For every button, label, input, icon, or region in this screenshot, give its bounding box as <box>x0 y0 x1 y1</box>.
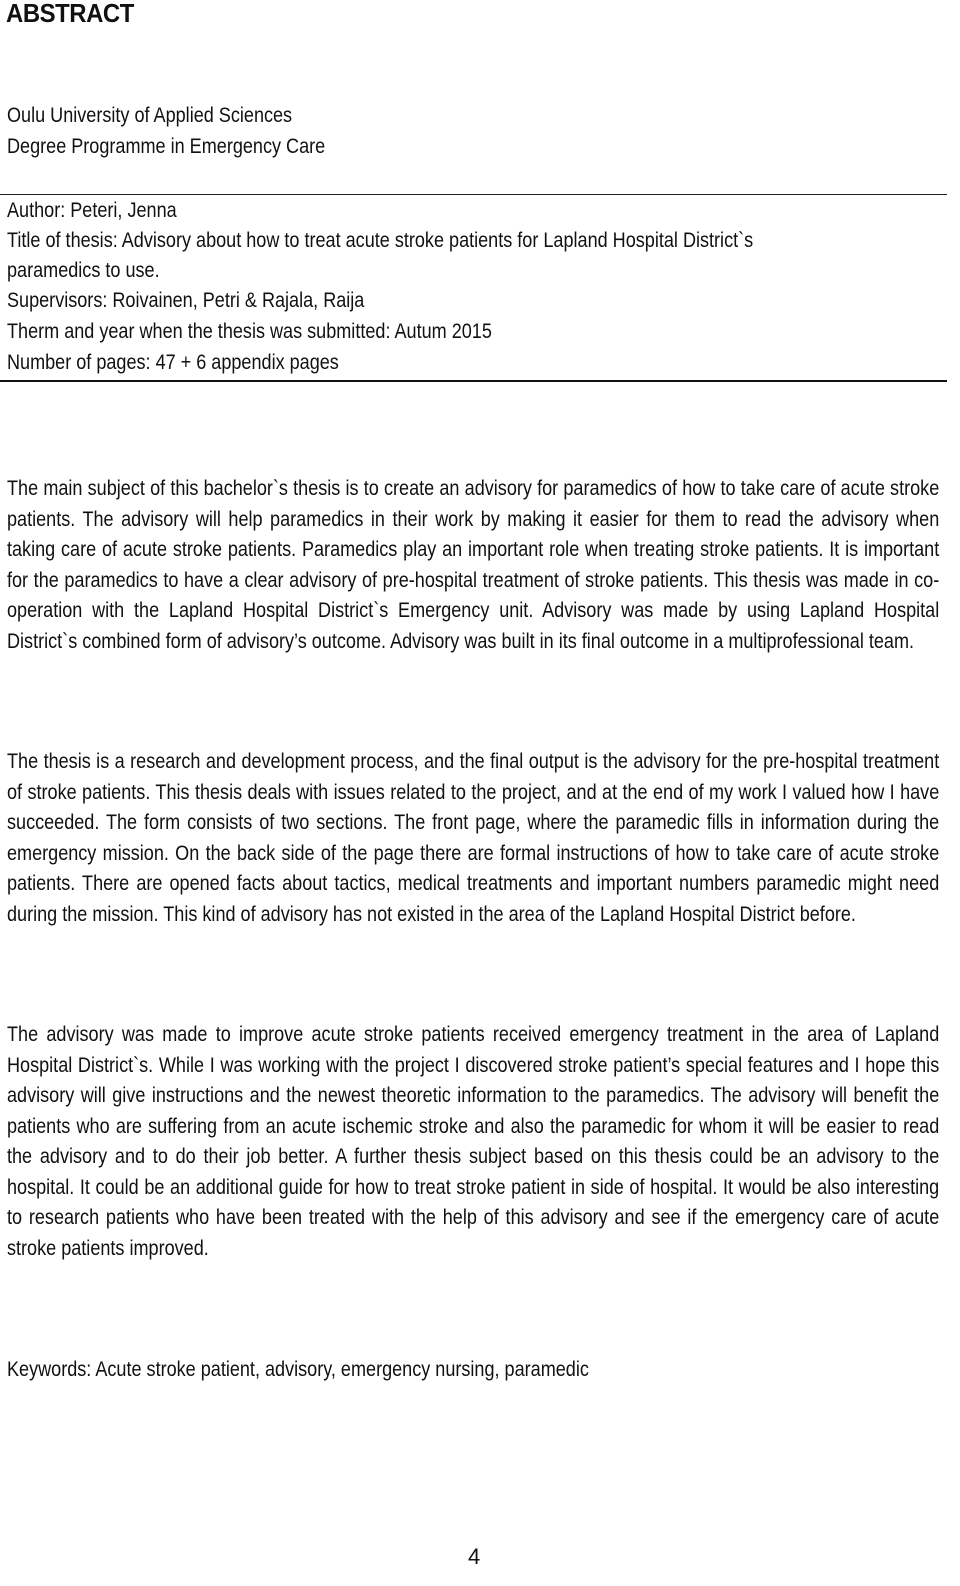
top-divider <box>0 194 947 195</box>
abstract-paragraph-2: The thesis is a research and development process, and the final output is the advisory for the pre-hospital treatment of stroke patients. This thesis deals with issues related to the project, and at the end of my work I valued how I have succeeded. The form consists of two sections. The front page, where the paramedic fills in information during the emergency mission. On the back side of the page there are formal instructions of how to take care of acute stroke patients. There are opened facts about tactics, medical treatments and important numbers paramedic might need during the mission. This kind of advisory has not existed in the area of the Lapland Hospital District before. <box>7 750 940 926</box>
term-line: Therm and year when the thesis was submitted: Autum 2015 <box>7 320 492 343</box>
pages-line: Number of pages: 47 + 6 appendix pages <box>7 351 339 374</box>
page-number: 4 <box>468 1544 481 1569</box>
programme-line: Degree Programme in Emergency Care <box>7 135 326 158</box>
institution-line: Oulu University of Applied Sciences <box>7 104 293 127</box>
page-heading: ABSTRACT <box>6 0 134 28</box>
abstract-paragraph-1: The main subject of this bachelor`s thesis is to create an advisory for paramedics of how to take care of acute stroke patients. The advisory will help paramedics in their work by making it easier for them to read the advisory when taking care of acute stroke patients. Paramedics play an important role when treating stroke patients. It is important for the paramedics to have a clear advisory of pre-hospital treatment of stroke patients. This thesis was made in co-operation with the Lapland Hospital District`s Emergency unit. Advisory was made by using Lapland Hospital District`s combined form of advisory’s outcome. Advisory was built in its final outcome in a multiprofessional team. <box>7 477 940 653</box>
thesis-title-line-2: paramedics to use. <box>7 259 160 282</box>
thesis-title-line-1: Title of thesis: Advisory about how to treat acute stroke patients for Lapland Hospital District`s <box>7 229 754 252</box>
author-line: Author: Peteri, Jenna <box>7 199 177 222</box>
abstract-paragraph-3: The advisory was made to improve acute stroke patients received emergency treatment in the area of Lapland Hospital District`s. While I was working with the project I discovered stroke patient’s special features and I hope this advisory will give instructions and the newest theoretic information to the paramedics. The advisory will benefit the patients who are suffering from an acute ischemic stroke and also the paramedic for whom it will be easier to read the advisory and to do their job better. A further thesis subject based on this thesis could be an advisory to the hospital. It could be an additional guide for how to treat stroke patient in side of hospital. It would be also interesting to research patients who have been treated with the help of this advisory and see if the emergency care of acute stroke patients improved. <box>7 1023 940 1260</box>
keywords-line: Keywords: Acute stroke patient, advisory, emergency nursing, paramedic <box>7 1358 589 1381</box>
bottom-divider <box>0 380 947 382</box>
supervisors-line: Supervisors: Roivainen, Petri & Rajala, Raija <box>7 289 365 312</box>
